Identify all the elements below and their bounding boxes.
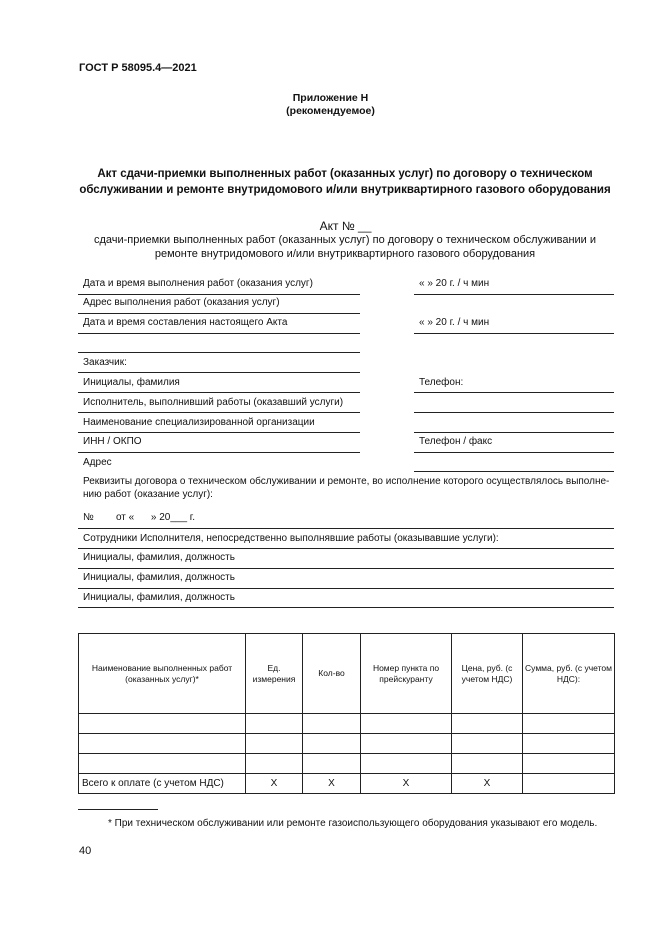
executor-line[interactable]	[78, 412, 360, 413]
inn-label: ИНН / ОКПО	[83, 436, 142, 447]
table-cell[interactable]	[79, 734, 246, 754]
col-header-sum: Сумма, руб. (с учетом НДС):	[523, 634, 615, 714]
staff-row-1: Инициалы, фамилия, должность	[83, 552, 235, 563]
table-row	[79, 754, 615, 774]
staff-row-2-line[interactable]	[78, 588, 614, 589]
work-datetime-value-line[interactable]	[414, 294, 614, 295]
org-name-extra-line[interactable]	[414, 432, 614, 433]
table-cell[interactable]	[523, 754, 615, 774]
table-cell[interactable]	[361, 734, 452, 754]
phone-fax-line[interactable]	[414, 452, 614, 453]
table-cell[interactable]	[79, 714, 246, 734]
table-row	[79, 734, 615, 754]
address-label: Адрес	[83, 457, 112, 468]
page-number: 40	[79, 845, 92, 857]
col-header-work-name: Наименование выполненных работ (оказанных услуг)*	[79, 634, 246, 714]
act-datetime-line[interactable]	[78, 333, 360, 334]
act-subtitle-line2: ремонте внутридомового и/или внутриквартирного газового оборудования	[154, 248, 536, 260]
work-datetime-value: « » 20 г. / ч мин	[419, 278, 490, 289]
table-cell[interactable]	[79, 754, 246, 774]
act-title-line2: обслуживании и ремонте внутридомового и/или внутриквартирного газового оборудования	[79, 184, 611, 196]
table-cell[interactable]	[452, 714, 523, 734]
total-mark-unit: Х	[246, 774, 303, 794]
customer-name-label: Инициалы, фамилия	[83, 377, 180, 388]
total-mark-price-item: Х	[361, 774, 452, 794]
org-name-label: Наименование специализированной организации	[83, 417, 315, 428]
annex-title: Приложение Н	[292, 92, 369, 104]
org-name-line[interactable]	[78, 432, 360, 433]
contract-number: № от « » 20___ г.	[83, 512, 196, 523]
table-cell[interactable]	[246, 754, 303, 774]
work-datetime-label: Дата и время выполнения работ (оказания услуг)	[83, 278, 313, 289]
act-subtitle	[70, 233, 620, 261]
inn-line[interactable]	[78, 452, 360, 453]
executor-extra-line[interactable]	[414, 412, 614, 413]
staff-row-3: Инициалы, фамилия, должность	[83, 592, 235, 603]
phone-fax-label: Телефон / факс	[419, 436, 493, 447]
work-table	[78, 633, 615, 794]
contract-line[interactable]	[78, 528, 614, 529]
annex-subtitle: (рекомендуемое)	[286, 105, 375, 117]
staff-row-2: Инициалы, фамилия, должность	[83, 572, 235, 583]
table-cell[interactable]	[452, 734, 523, 754]
col-header-price: Цена, руб. (с учетом НДС)	[452, 634, 523, 714]
table-cell[interactable]	[523, 734, 615, 754]
blank-line[interactable]	[78, 352, 360, 353]
contract-requisites-line1: Реквизиты договора о техническом обслуживании и ремонте, во исполнение которого осуществлялось выполне-	[83, 476, 610, 487]
footnote: * При техническом обслуживании или ремонте газоиспользующего оборудования указывают его модель.	[108, 818, 598, 829]
act-datetime-label: Дата и время составления настоящего Акта	[83, 317, 288, 328]
customer-name-line[interactable]	[78, 392, 360, 393]
table-cell[interactable]	[246, 734, 303, 754]
table-row	[79, 714, 615, 734]
document-code: ГОСТ Р 58095.4—2021	[79, 62, 197, 74]
col-header-unit: Ед. измерения	[246, 634, 303, 714]
footnote-separator	[78, 809, 158, 810]
total-sum-cell[interactable]	[523, 774, 615, 794]
staff-label: Сотрудники Исполнителя, непосредственно выполнявшие работы (оказывавшие услуги):	[83, 533, 499, 544]
table-cell[interactable]	[246, 714, 303, 734]
work-address-line[interactable]	[78, 313, 360, 314]
total-mark-quantity: Х	[303, 774, 361, 794]
phone-label: Телефон:	[419, 377, 464, 388]
total-mark-price: Х	[452, 774, 523, 794]
table-cell[interactable]	[361, 714, 452, 734]
table-cell[interactable]	[452, 754, 523, 774]
table-cell[interactable]	[303, 754, 361, 774]
executor-label: Исполнитель, выполнивший работы (оказавший услуги)	[83, 397, 344, 408]
staff-line[interactable]	[78, 548, 614, 549]
col-header-price-item: Номер пункта по прейскуранту	[361, 634, 452, 714]
table-cell[interactable]	[303, 734, 361, 754]
work-datetime-line[interactable]	[78, 294, 360, 295]
customer-line[interactable]	[78, 372, 360, 373]
table-header-row	[79, 634, 615, 714]
table-cell[interactable]	[303, 714, 361, 734]
address-line[interactable]	[414, 471, 614, 472]
act-datetime-value: « » 20 г. / ч мин	[419, 317, 490, 328]
customer-label: Заказчик:	[83, 357, 127, 368]
table-cell[interactable]	[523, 714, 615, 734]
act-datetime-value-line[interactable]	[414, 333, 614, 334]
act-number: Акт № __	[319, 219, 372, 233]
total-label: Всего к оплате (с учетом НДС)	[79, 774, 246, 794]
act-title-line1: Акт сдачи-приемки выполненных работ (оказанных услуг) по договору о техническом	[97, 168, 593, 180]
phone-line[interactable]	[414, 392, 614, 393]
act-title	[70, 166, 620, 198]
table-cell[interactable]	[361, 754, 452, 774]
work-address-label: Адрес выполнения работ (оказания услуг)	[83, 297, 280, 308]
table-total-row	[79, 774, 615, 794]
contract-requisites-line2: нию работ (оказание услуг):	[83, 489, 213, 500]
staff-row-3-line[interactable]	[78, 607, 614, 608]
act-subtitle-line1: сдачи-приемки выполненных работ (оказанных услуг) по договору о техническом обслуживании и	[93, 234, 597, 246]
col-header-quantity: Кол-во	[303, 634, 361, 714]
staff-row-1-line[interactable]	[78, 568, 614, 569]
